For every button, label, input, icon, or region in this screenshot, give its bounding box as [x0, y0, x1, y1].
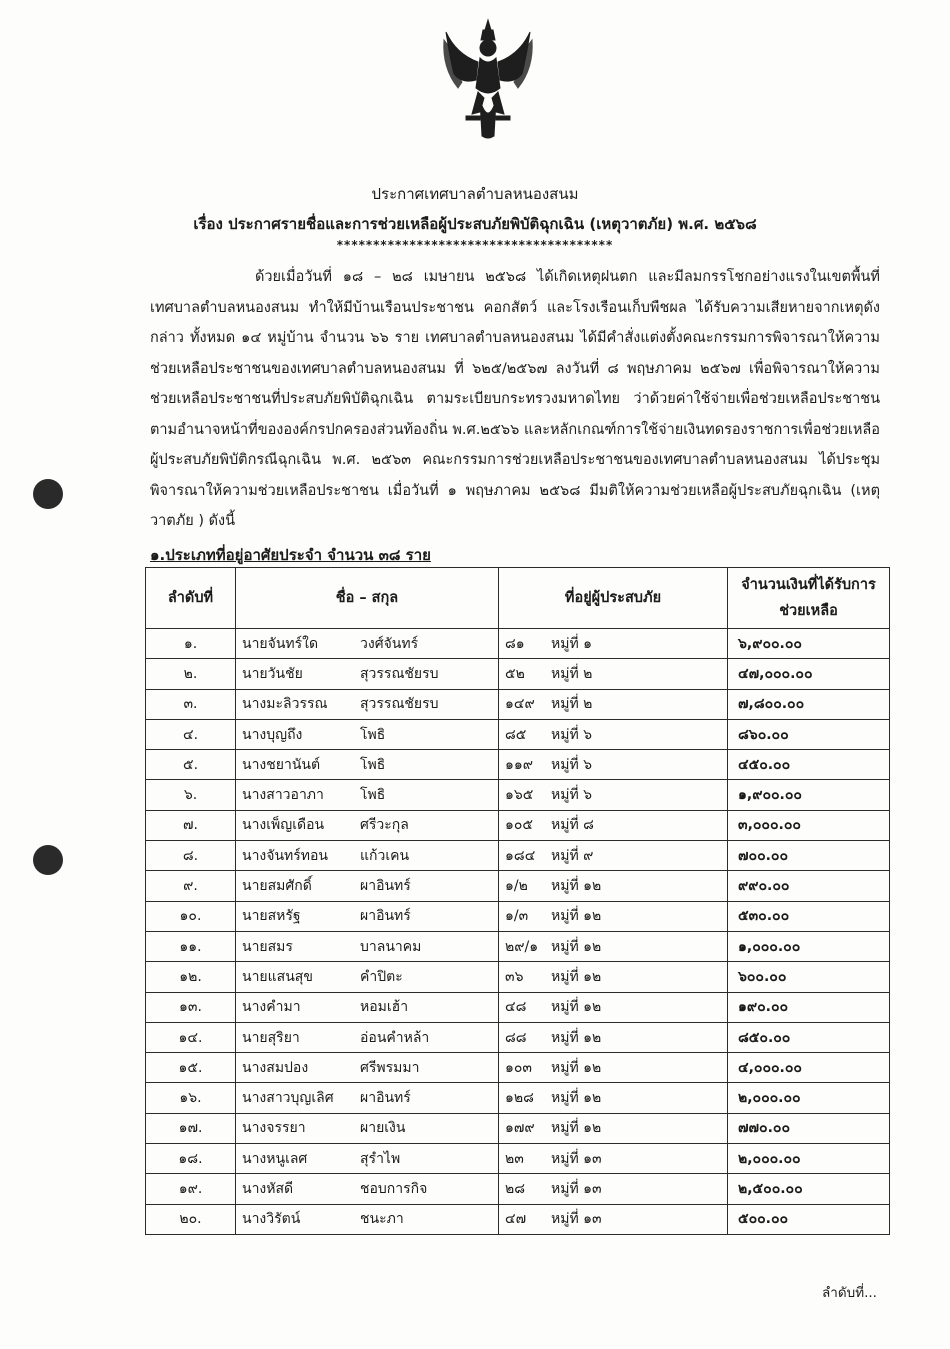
row-village: ๑: [583, 635, 593, 652]
table-row: [146, 1022, 890, 1052]
row-amount: ๓,๐๐๐.๐๐: [728, 810, 890, 840]
separator-stars: **************************************: [336, 238, 614, 252]
row-no: ๑๓.: [146, 992, 236, 1022]
row-village: ๑๓: [583, 1180, 602, 1197]
row-last-name: ศรีพรมมา: [360, 1059, 420, 1076]
row-amount: ๒,๕๐๐.๐๐: [728, 1174, 890, 1204]
row-amount: ๔๕๐.๐๐: [728, 750, 890, 780]
table-row: [146, 1053, 890, 1083]
row-last-name: วงศ์จันทร์: [360, 635, 419, 652]
table-row: [146, 901, 890, 931]
row-village-label: หมู่ที่: [551, 1120, 579, 1137]
row-address: [499, 931, 728, 961]
row-name: [236, 931, 499, 961]
assistance-table: [145, 567, 890, 1235]
row-no: ๑๑.: [146, 931, 236, 961]
row-no: ๑.: [146, 629, 236, 659]
row-last-name: ศรีวะกุล: [360, 817, 409, 834]
garuda-emblem-icon: [440, 18, 536, 140]
row-first-name: นางมะลิวรรณ: [242, 696, 328, 713]
row-first-name: นางวิรัตน์: [242, 1211, 301, 1228]
header-address: ที่อยู่ผู้ประสบภัย: [499, 568, 728, 629]
row-amount: ๗๗๐.๐๐: [728, 1113, 890, 1143]
row-first-name: นางบุญถึง: [242, 726, 303, 743]
row-first-name: นายสหรัฐ: [242, 908, 301, 925]
row-name: [236, 901, 499, 931]
row-address: [499, 1083, 728, 1113]
row-address: [499, 750, 728, 780]
row-house-no: ๑๘๔: [505, 847, 536, 864]
table-row: [146, 810, 890, 840]
row-address: [499, 962, 728, 992]
row-no: ๒.: [146, 659, 236, 689]
header-amount-line2: ช่วยเหลือ: [779, 603, 838, 619]
row-first-name: นางหนูเลศ: [242, 1150, 308, 1167]
row-village: ๑๒: [583, 908, 602, 925]
row-name: [236, 1053, 499, 1083]
row-last-name: อ่อนคำหล้า: [360, 1029, 430, 1046]
row-no: ๑๙.: [146, 1174, 236, 1204]
row-address: [499, 810, 728, 840]
header-name: ชื่อ – สกุล: [236, 568, 499, 629]
row-house-no: ๑/๓: [505, 908, 529, 925]
row-name: [236, 719, 499, 749]
table-row: [146, 1144, 890, 1174]
row-house-no: ๑๑๙: [505, 756, 534, 773]
row-first-name: นางจันทร์ทอน: [242, 847, 328, 864]
row-house-no: ๒๙/๑: [505, 938, 539, 955]
row-last-name: ผาอินทร์: [360, 908, 411, 925]
row-name: [236, 841, 499, 871]
table-row: [146, 629, 890, 659]
row-last-name: ผายเงิน: [360, 1120, 406, 1137]
row-no: ๑๖.: [146, 1083, 236, 1113]
row-village-label: หมู่ที่: [551, 696, 579, 713]
row-amount: ๑,๐๐๐.๐๐: [728, 931, 890, 961]
row-amount: ๕๓๐.๐๐: [728, 901, 890, 931]
table-row: [146, 780, 890, 810]
row-first-name: นายสมร: [242, 938, 293, 955]
row-name: [236, 962, 499, 992]
row-village: ๒: [583, 665, 593, 682]
row-village-label: หมู่ที่: [551, 1029, 579, 1046]
section-title: ๑.ประเภทที่อยู่อาศัยประจำ จำนวน ๓๘ ราย: [150, 546, 431, 564]
row-house-no: ๑๒๘: [505, 1090, 534, 1107]
row-last-name: บาลนาคม: [360, 938, 422, 955]
row-house-no: ๘๘: [505, 1029, 527, 1046]
row-address: [499, 1174, 728, 1204]
row-house-no: ๔๘: [505, 999, 527, 1016]
row-amount: ๔,๐๐๐.๐๐: [728, 1053, 890, 1083]
row-no: ๒๐.: [146, 1204, 236, 1234]
row-first-name: นางคำมา: [242, 999, 301, 1016]
row-address: [499, 1204, 728, 1234]
row-village-label: หมู่ที่: [551, 938, 579, 955]
row-address: [499, 689, 728, 719]
row-last-name: สุวรรณชัยรบ: [360, 665, 439, 682]
row-name: [236, 1113, 499, 1143]
row-village: ๑๒: [583, 1059, 602, 1076]
row-house-no: ๘๕: [505, 726, 527, 743]
row-no: ๗.: [146, 810, 236, 840]
row-no: ๑๘.: [146, 1144, 236, 1174]
table-row: [146, 841, 890, 871]
table-row: [146, 659, 890, 689]
row-name: [236, 810, 499, 840]
row-amount: ๒,๐๐๐.๐๐: [728, 1083, 890, 1113]
table-row: [146, 871, 890, 901]
row-name: [236, 659, 499, 689]
row-village: ๖: [583, 787, 593, 804]
row-house-no: ๕๒: [505, 665, 525, 682]
row-first-name: นางสาวอาภา: [242, 787, 324, 804]
header-amount: [728, 568, 890, 629]
row-village-label: หมู่ที่: [551, 1150, 579, 1167]
row-last-name: สุวรรณชัยรบ: [360, 696, 439, 713]
punch-hole-bottom: [33, 845, 63, 875]
row-village: ๑๒: [583, 1120, 602, 1137]
row-name: [236, 992, 499, 1022]
row-address: [499, 1022, 728, 1052]
row-village: ๑๒: [583, 1090, 602, 1107]
row-village: ๘: [583, 817, 594, 834]
row-village-label: หมู่ที่: [551, 1090, 579, 1107]
row-name: [236, 1083, 499, 1113]
row-village: ๑๓: [583, 1211, 602, 1228]
row-no: ๑๗.: [146, 1113, 236, 1143]
row-village-label: หมู่ที่: [551, 1059, 579, 1076]
row-amount: ๗๐๐.๐๐: [728, 841, 890, 871]
row-village: ๒: [583, 696, 593, 713]
row-house-no: ๘๑: [505, 635, 525, 652]
body-text: ด้วยเมื่อวันที่ ๑๘ – ๒๘ เมษายน ๒๕๖๘ ได้เกิดเหตุฝนตก และมีลมกรรโชกอย่างแรงในเขตพื้นที่เทศบาลตำบลหนองสนม ทำให้มีบ้านเรือนประชาชน คอกสัตว์ และโรงเรือนเก็บพืชผล ได้รับความเสียหายจากเหตุดังกล่าว ทั้งหมด ๑๔ หมู่บ้าน จำนวน ๖๖ ราย เทศบาลตำบลหนองสนม ได้มีคำสั่งแต่งตั้งคณะกรรมการพิจารณาให้ความช่วยเหลือประชาชนของเทศบาลตำบลหนองสนม ที่ ๖๒๕/๒๕๖๗ ลงวันที่ ๘ พฤษภาคม ๒๕๖๗ เพื่อพิจารณาให้ความช่วยเหลือประชาชนที่ประสบภัยพิบัติฉุกเฉิน ตามระเบียบกระทรวงมหาดไทย ว่าด้วยค่าใช้จ่ายเพื่อช่วยเหลือประชาชนตามอำนาจหน้าที่ขององค์กรปกครองส่วนท้องถิ่น พ.ศ.๒๕๖๖ และหลักเกณฑ์การใช้จ่ายเงินทดรองราชการเพื่อช่วยเหลือผู้ประสบภัยพิบัติกรณีฉุกเฉิน พ.ศ. ๒๕๖๓ คณะกรรมการช่วยเหลือประชาชนของเทศบาลตำบลหนองสนม ได้ประชุมพิจารณาให้ความช่วยเหลือประชาชน เมื่อวันที่ ๑ พฤษภาคม ๒๕๖๘ มีมติให้ความช่วยเหลือผู้ประสบภัยฉุกเฉิน (เหตุวาตภัย ) ดังนี้: [150, 269, 880, 529]
row-village-label: หมู่ที่: [551, 847, 579, 864]
row-name: [236, 689, 499, 719]
body-paragraph: [150, 262, 880, 537]
table-row: [146, 962, 890, 992]
row-amount: ๙๙๐.๐๐: [728, 871, 890, 901]
row-amount: ๘๖๐.๐๐: [728, 719, 890, 749]
row-last-name: ชอบการกิจ: [360, 1180, 428, 1197]
row-house-no: ๔๗: [505, 1211, 527, 1228]
header-no: ลำดับที่: [146, 568, 236, 629]
row-village: ๙: [583, 847, 594, 864]
row-address: [499, 992, 728, 1022]
row-house-no: ๑๐๓: [505, 1059, 533, 1076]
row-first-name: นายแสนสุข: [242, 968, 313, 985]
table-row: [146, 689, 890, 719]
row-no: ๑๒.: [146, 962, 236, 992]
row-address: [499, 841, 728, 871]
row-address: [499, 1053, 728, 1083]
row-first-name: นางสาวบุญเลิศ: [242, 1090, 334, 1107]
row-no: ๓.: [146, 689, 236, 719]
row-first-name: นายสมศักดิ์: [242, 878, 312, 895]
row-amount: ๖,๙๐๐.๐๐: [728, 629, 890, 659]
row-address: [499, 871, 728, 901]
row-first-name: นางเพ็ญเดือน: [242, 817, 325, 834]
row-last-name: โพธิ: [360, 726, 386, 743]
row-village: ๖: [583, 726, 593, 743]
row-amount: ๖๐๐.๐๐: [728, 962, 890, 992]
row-amount: ๗,๘๐๐.๐๐: [728, 689, 890, 719]
row-name: [236, 780, 499, 810]
row-address: [499, 629, 728, 659]
row-name: [236, 1144, 499, 1174]
row-house-no: ๑๔๙: [505, 696, 535, 713]
row-no: ๑๐.: [146, 901, 236, 931]
row-no: ๘.: [146, 841, 236, 871]
row-address: [499, 780, 728, 810]
row-address: [499, 1144, 728, 1174]
row-village: ๑๒: [583, 968, 602, 985]
row-address: [499, 659, 728, 689]
row-first-name: นายจันทร์ใด: [242, 635, 319, 652]
row-village: ๑๒: [583, 938, 602, 955]
row-no: ๕.: [146, 750, 236, 780]
row-house-no: ๑๐๕: [505, 817, 534, 834]
table-row: [146, 931, 890, 961]
row-no: ๑๔.: [146, 1022, 236, 1052]
row-no: ๙.: [146, 871, 236, 901]
table-row: [146, 992, 890, 1022]
row-no: ๖.: [146, 780, 236, 810]
row-amount: ๕๐๐.๐๐: [728, 1204, 890, 1234]
row-name: [236, 1174, 499, 1204]
row-first-name: นางสมปอง: [242, 1059, 309, 1076]
row-amount: ๘๕๐.๐๐: [728, 1022, 890, 1052]
punch-hole-top: [33, 479, 63, 509]
table-row: [146, 1174, 890, 1204]
row-first-name: นายสุริยา: [242, 1029, 300, 1046]
table-row: [146, 750, 890, 780]
row-first-name: นายวันชัย: [242, 665, 303, 682]
row-name: [236, 750, 499, 780]
row-last-name: โพธิ: [360, 756, 386, 773]
table-row: [146, 1204, 890, 1234]
row-last-name: ชนะภา: [360, 1211, 404, 1228]
row-village: ๑๒: [583, 878, 602, 895]
row-village: ๑๓: [583, 1150, 602, 1167]
row-first-name: นางจรรยา: [242, 1120, 306, 1137]
row-last-name: ผาอินทร์: [360, 878, 411, 895]
row-house-no: ๑๗๙: [505, 1120, 535, 1137]
row-address: [499, 1113, 728, 1143]
table-row: [146, 1113, 890, 1143]
row-village-label: หมู่ที่: [551, 787, 579, 804]
row-name: [236, 629, 499, 659]
row-village-label: หมู่ที่: [551, 756, 579, 773]
row-no: ๔.: [146, 719, 236, 749]
row-name: [236, 1204, 499, 1234]
row-last-name: แก้วเคน: [360, 847, 410, 864]
row-house-no: ๑๖๕: [505, 787, 534, 804]
row-house-no: ๑/๒: [505, 878, 528, 895]
row-village-label: หมู่ที่: [551, 1211, 579, 1228]
row-village: ๑๒: [583, 1029, 602, 1046]
row-last-name: คำปิตะ: [360, 968, 403, 985]
table-row: [146, 719, 890, 749]
announcement-title: ประกาศเทศบาลตำบลหนองสนม: [371, 185, 579, 203]
continuation-footer: ลำดับที่...: [822, 1285, 877, 1301]
row-last-name: โพธิ: [360, 787, 386, 804]
row-village-label: หมู่ที่: [551, 999, 579, 1016]
row-village-label: หมู่ที่: [551, 968, 579, 985]
table-header-row: [146, 568, 890, 629]
row-first-name: นางหัสดี: [242, 1180, 294, 1197]
row-last-name: หอมเฮ้า: [360, 999, 409, 1016]
table-row: [146, 1083, 890, 1113]
row-village-label: หมู่ที่: [551, 1180, 579, 1197]
row-name: [236, 871, 499, 901]
announcement-subject: เรื่อง ประกาศรายชื่อและการช่วยเหลือผู้ประสบภัยพิบัติฉุกเฉิน (เหตุวาตภัย) พ.ศ. ๒๕๖๘: [193, 215, 757, 233]
row-name: [236, 1022, 499, 1052]
header-amount-line1: จำนวนเงินที่ได้รับการ: [741, 577, 876, 593]
row-address: [499, 719, 728, 749]
row-no: ๑๕.: [146, 1053, 236, 1083]
row-amount: ๒,๐๐๐.๐๐: [728, 1144, 890, 1174]
row-first-name: นางชยานันต์: [242, 756, 321, 773]
row-amount: ๔๗,๐๐๐.๐๐: [728, 659, 890, 689]
row-amount: ๑,๙๐๐.๐๐: [728, 780, 890, 810]
row-village: ๑๒: [583, 999, 602, 1016]
row-house-no: ๓๖: [505, 968, 524, 985]
row-amount: ๑๙๐.๐๐: [728, 992, 890, 1022]
row-last-name: สุรำไพ: [360, 1150, 401, 1167]
row-village-label: หมู่ที่: [551, 878, 579, 895]
row-address: [499, 901, 728, 931]
row-village-label: หมู่ที่: [551, 817, 579, 834]
row-last-name: ผาอินทร์: [360, 1090, 411, 1107]
row-village-label: หมู่ที่: [551, 635, 579, 652]
row-house-no: ๒๓: [505, 1150, 524, 1167]
row-village-label: หมู่ที่: [551, 726, 579, 743]
row-village: ๖: [583, 756, 593, 773]
row-village-label: หมู่ที่: [551, 908, 579, 925]
row-house-no: ๒๘: [505, 1180, 526, 1197]
row-village-label: หมู่ที่: [551, 665, 579, 682]
